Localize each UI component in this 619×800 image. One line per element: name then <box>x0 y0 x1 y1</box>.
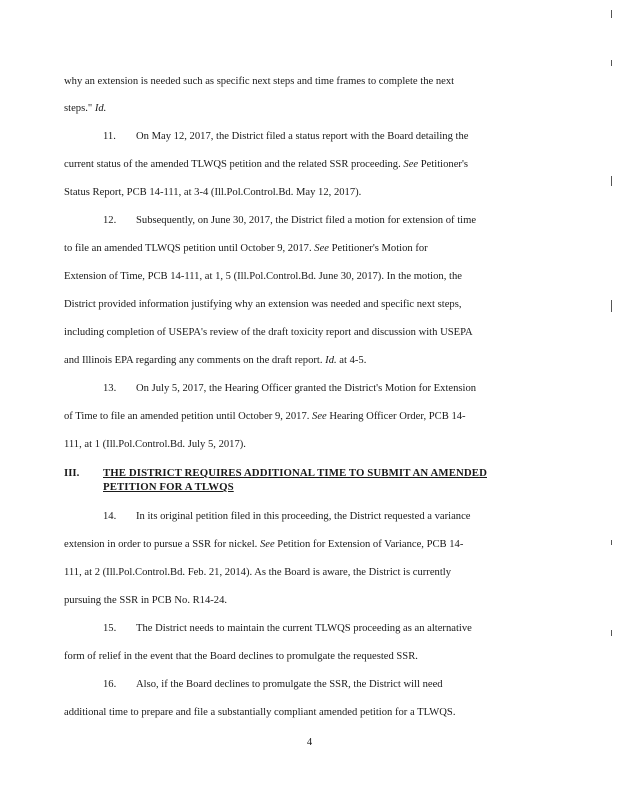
scan-mark <box>611 300 612 312</box>
text-line: Extension of Time, PCB 14-111, at 1, 5 (Ill.Pol.Control.Bd. June 30, 2017). In the motion, the <box>64 271 462 282</box>
paragraph-number: 15. <box>103 623 117 634</box>
paragraph-number: 16. <box>103 679 117 690</box>
text-line: Status Report, PCB 14-111, at 3-4 (Ill.Pol.Control.Bd. May 12, 2017). <box>64 187 362 198</box>
text-line: form of relief in the event that the Board declines to promulgate the requested SSR. <box>64 651 418 662</box>
paragraph-13-first-line: 13. On July 5, 2017, the Hearing Officer granted the District's Motion for Extension <box>103 383 477 394</box>
text-line: current status of the amended TLWQS petition and the related SSR proceeding. See Petitioner's <box>64 159 468 170</box>
page-number: 4 <box>306 737 313 748</box>
scan-mark <box>611 540 612 545</box>
text-line: of Time to file an amended petition until October 9, 2017. See Hearing Officer Order, PCB 14- <box>64 411 466 422</box>
paragraph-number: 13. <box>103 383 117 394</box>
text-line: 111, at 1 (Ill.Pol.Control.Bd. July 5, 2017). <box>64 439 246 450</box>
section-heading-line-2: PETITION FOR A TLWQS <box>103 481 234 493</box>
paragraph-14-first-line: 14. In its original petition filed in this proceeding, the District requested a variance <box>103 511 471 522</box>
scan-mark <box>611 176 612 186</box>
paragraph-number: 11. <box>103 131 116 142</box>
scan-mark <box>611 630 612 636</box>
paragraph-number: 14. <box>103 511 117 522</box>
text-line: steps." Id. <box>64 103 107 114</box>
paragraph-12-first-line: 12. Subsequently, on June 30, 2017, the District filed a motion for extension of time <box>103 215 477 226</box>
paragraph-11-first-line: 11. On May 12, 2017, the District filed a status report with the Board detailing the <box>103 131 469 142</box>
paragraph-15-first-line: 15. The District needs to maintain the current TLWQS proceeding as an alternative <box>103 623 472 634</box>
scan-mark <box>611 10 612 18</box>
text-line: and Illinois EPA regarding any comments on the draft report. Id. at 4-5. <box>64 355 367 366</box>
text-line: extension in order to pursue a SSR for nickel. See Petition for Extension of Variance, PCB 14- <box>64 539 464 550</box>
section-heading-line-1: THE DISTRICT REQUIRES ADDITIONAL TIME TO SUBMIT AN AMENDED <box>103 467 487 479</box>
text-line: pursuing the SSR in PCB No. R14-24. <box>64 595 228 606</box>
section-number: III. <box>64 467 80 479</box>
text-line: to file an amended TLWQS petition until October 9, 2017. See Petitioner's Motion for <box>64 243 428 254</box>
text-line: 111, at 2 (Ill.Pol.Control.Bd. Feb. 21, 2014). As the Board is aware, the District is currently <box>64 567 452 578</box>
text-line: including completion of USEPA's review of the draft toxicity report and discussion with USEPA <box>64 327 473 338</box>
paragraph-16-first-line: 16. Also, if the Board declines to promulgate the SSR, the District will need <box>103 679 443 690</box>
paragraph-number: 12. <box>103 215 117 226</box>
scan-mark <box>611 60 612 66</box>
text-line: why an extension is needed such as specific next steps and time frames to complete the next <box>64 76 455 87</box>
text-line: additional time to prepare and file a substantially compliant amended petition for a TLWQS. <box>64 707 456 718</box>
text-line: District provided information justifying why an extension was needed and specific next steps, <box>64 299 462 310</box>
